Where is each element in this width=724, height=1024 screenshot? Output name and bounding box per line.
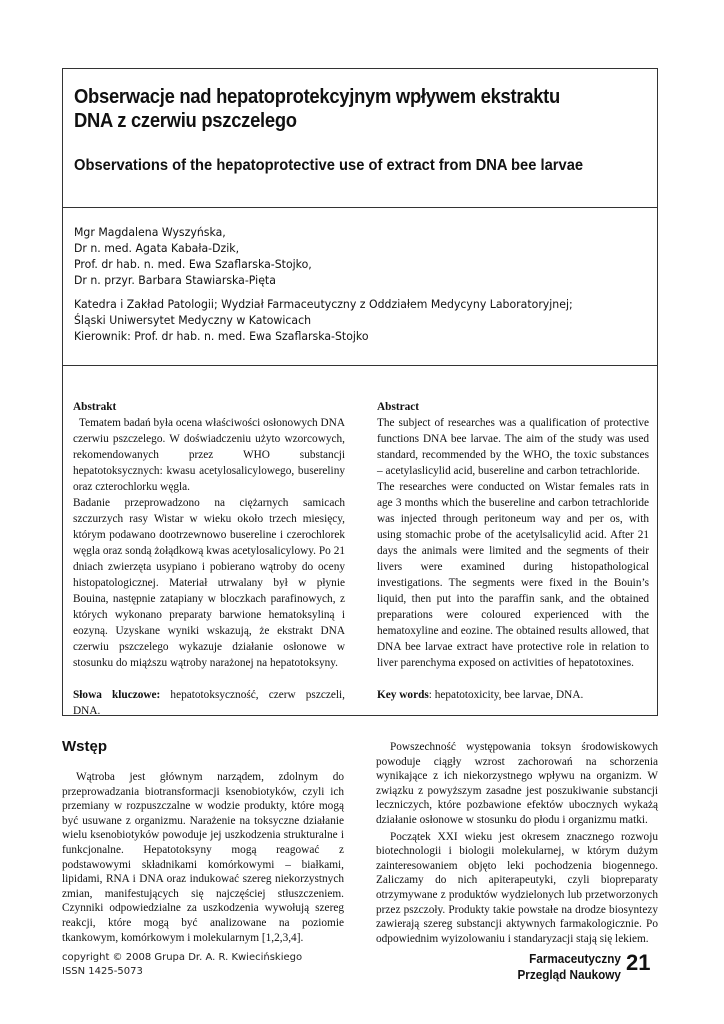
keywords-english xyxy=(377,687,649,703)
author: Mgr Magdalena Wyszyńska, xyxy=(74,225,226,239)
journal-name-line: Przegląd Naukowy xyxy=(517,967,621,982)
keywords-polish-label: Słowa kluczowe: xyxy=(73,689,161,701)
affiliation-line: Kierownik: Prof. dr hab. n. med. Ewa Szaflarska-Stojko xyxy=(74,329,369,343)
affiliation-line: Katedra i Zakład Patologii; Wydział Farmaceutyczny z Oddziałem Medycyny Laboratoryjnej; xyxy=(74,297,573,311)
body-column-right xyxy=(376,740,658,946)
body-paragraph: Wątroba jest głównym narządem, zdolnym do przeprowadzania biotransformacji ksenobiotyków, czyli ich przemiany w rozpuszczalne w wodzie produkty, które mogą być usuwane z organizmu. Narażenie na toksyczne działanie wielu ksenobiotyków powoduje jej uszkodzenia strukturalne i funkcjonalne. Hepatotoksyny mogą reagować z podstawowymi składnikami komórkowymi – białkami, lipidami, RNA i DNA oraz indukować szereg niekorzystnych zmian, manifestujących się najczęściej stłuszczeniem. Czynniki odpowiedzialne za uszkodzenia wywołują szereg reakcji, które mogą być analizowane na poziomie tkankowym, komórkowym i molekularnym [1,2,3,4]. xyxy=(62,771,344,944)
abstract-english-heading: Abstract xyxy=(377,401,420,413)
keywords-english-text: : hepatotoxicity, bee larvae, DNA. xyxy=(428,689,584,701)
abstract-polish-heading: Abstrakt xyxy=(73,401,117,413)
affiliation-line: Śląski Uniwersytet Medyczny w Katowicach xyxy=(74,313,312,327)
keywords-english-label: Key words xyxy=(377,689,429,701)
abstract-divider xyxy=(63,365,657,366)
abstract-english-paragraph: The subject of researches was a qualification of protective functions DNA bee larvae. The aim of the study was used standard, recommended by the WHO, the toxic substances – acetylaslicylid acid, busereline and carbon tetrachloride. xyxy=(377,417,649,477)
page-number: 21 xyxy=(626,950,651,975)
title-polish: Obserwacje nad hepatoprotekcyjnym wpływem ekstraktu DNA z czerwiu pszczelego xyxy=(74,86,560,132)
keywords-polish xyxy=(73,687,345,719)
affiliation xyxy=(74,296,573,344)
abstract-english xyxy=(377,399,649,703)
copyright-text: copyright © 2008 Grupa Dr. A. R. Kwiecińskiego xyxy=(62,952,303,963)
abstract-english-paragraph: The researches were conducted on Wistar females rats in age 3 months which the busereline and carbon tetrachloride was injected through peritoneum way and per os, with using stomachic probe of the acetylsalicylid acid. After 21 days the animals were limited and the segments of their livers were examined during histopathological investigations. The segments were fixed in the Bouin’s liquid, then put into the paraffin sank, and the obtained preparations were coloured experienced with the hematoxyline and eozine. The obtained results allowed, that DNA bee larvae extract have protective role in relation to liver parenchyma exposed on activities of hepatotoxines. xyxy=(377,481,649,669)
article-header-frame xyxy=(62,68,658,716)
body-column-left xyxy=(62,770,344,945)
body-paragraph: Początek XXI wieku jest okresem znacznego rozwoju biotechnologii i biologii molekularnej, w którym dużym zainteresowaniem objęto leki pochodzenia biogennego. Zaliczamy do nich apiterapeutyki, czyli biopreparaty otrzymywane z produktów wydzielonych lub przetworzonych przez pszczoły. Produkty takie powstałe na drodze biosyntezy zawierają szereg substancji aktywnych farmakologicznie. Po odpowiednim wyizolowaniu i standaryzacji stają się lekiem. xyxy=(376,830,658,945)
keywords-polish-text: hepatotoksyczność, czerw pszczeli, DNA. xyxy=(73,689,345,717)
author: Dr n. przyr. Barbara Stawiarska-Pięta xyxy=(74,273,276,287)
abstract-polish xyxy=(73,399,345,719)
abstract-polish-paragraph: Tematem badań była ocena właściwości osłonowych DNA czerwiu pszczelego. W doświadczeniu użyto wzorcowych, rekomendowanych przez WHO substancji hepatotoksycznych: kwasu acetylosalicylowego, busereliny oraz czterochlorku węgla. xyxy=(73,417,345,493)
title-english: Observations of the hepatoprotective use of extract from DNA bee larvae xyxy=(74,157,584,174)
journal-name xyxy=(518,951,621,983)
issn-text: ISSN 1425-5073 xyxy=(62,966,143,977)
footer-copyright xyxy=(62,951,302,979)
section-heading-intro: Wstęp xyxy=(62,738,107,755)
title-box xyxy=(63,69,657,208)
author: Prof. dr hab. n. med. Ewa Szaflarska-Stojko, xyxy=(74,257,312,271)
abstract-polish-paragraph: Badanie przeprowadzono na ciężarnych samicach szczurzych rasy Wistar w wieku około trzech miesięcy, którym podawano dootrzewnowo busereline i czerochlorek węgla oraz sondą żołądkową kwas acetylosalicylowy. Po 21 dniach zwierzęta usypiano i pobierano wątroby do oceny histopatologicznej. Materiał utrwalany był w płynie Bouina, następnie zatapiany w bloczkach parafinowych, z których wykonano preparaty barwione hematoksyliną i eozyną. Uzyskane wyniki wskazują, że ekstrakt DNA czerwiu pszczelego wykazuje działanie osłonowe w stosunku do miąższu wątroby narażonej na hepatotoksyny. xyxy=(73,497,345,669)
author-list xyxy=(74,224,312,288)
journal-name-line: Farmaceutyczny xyxy=(529,951,621,966)
author: Dr n. med. Agata Kabała-Dzik, xyxy=(74,241,240,255)
body-paragraph: Powszechność występowania toksyn środowiskowych powoduje ciągły wzrost zachorowań na schorzenia wynikające z ich niekorzystnego wpływu na organizm. W związku z powyższym zasadne jest poszukiwanie substancji leczniczych, które pozbawione efektów ubocznych wykażą działanie osłonowe w stosunku do płodu i organizmu matki. xyxy=(376,741,658,826)
